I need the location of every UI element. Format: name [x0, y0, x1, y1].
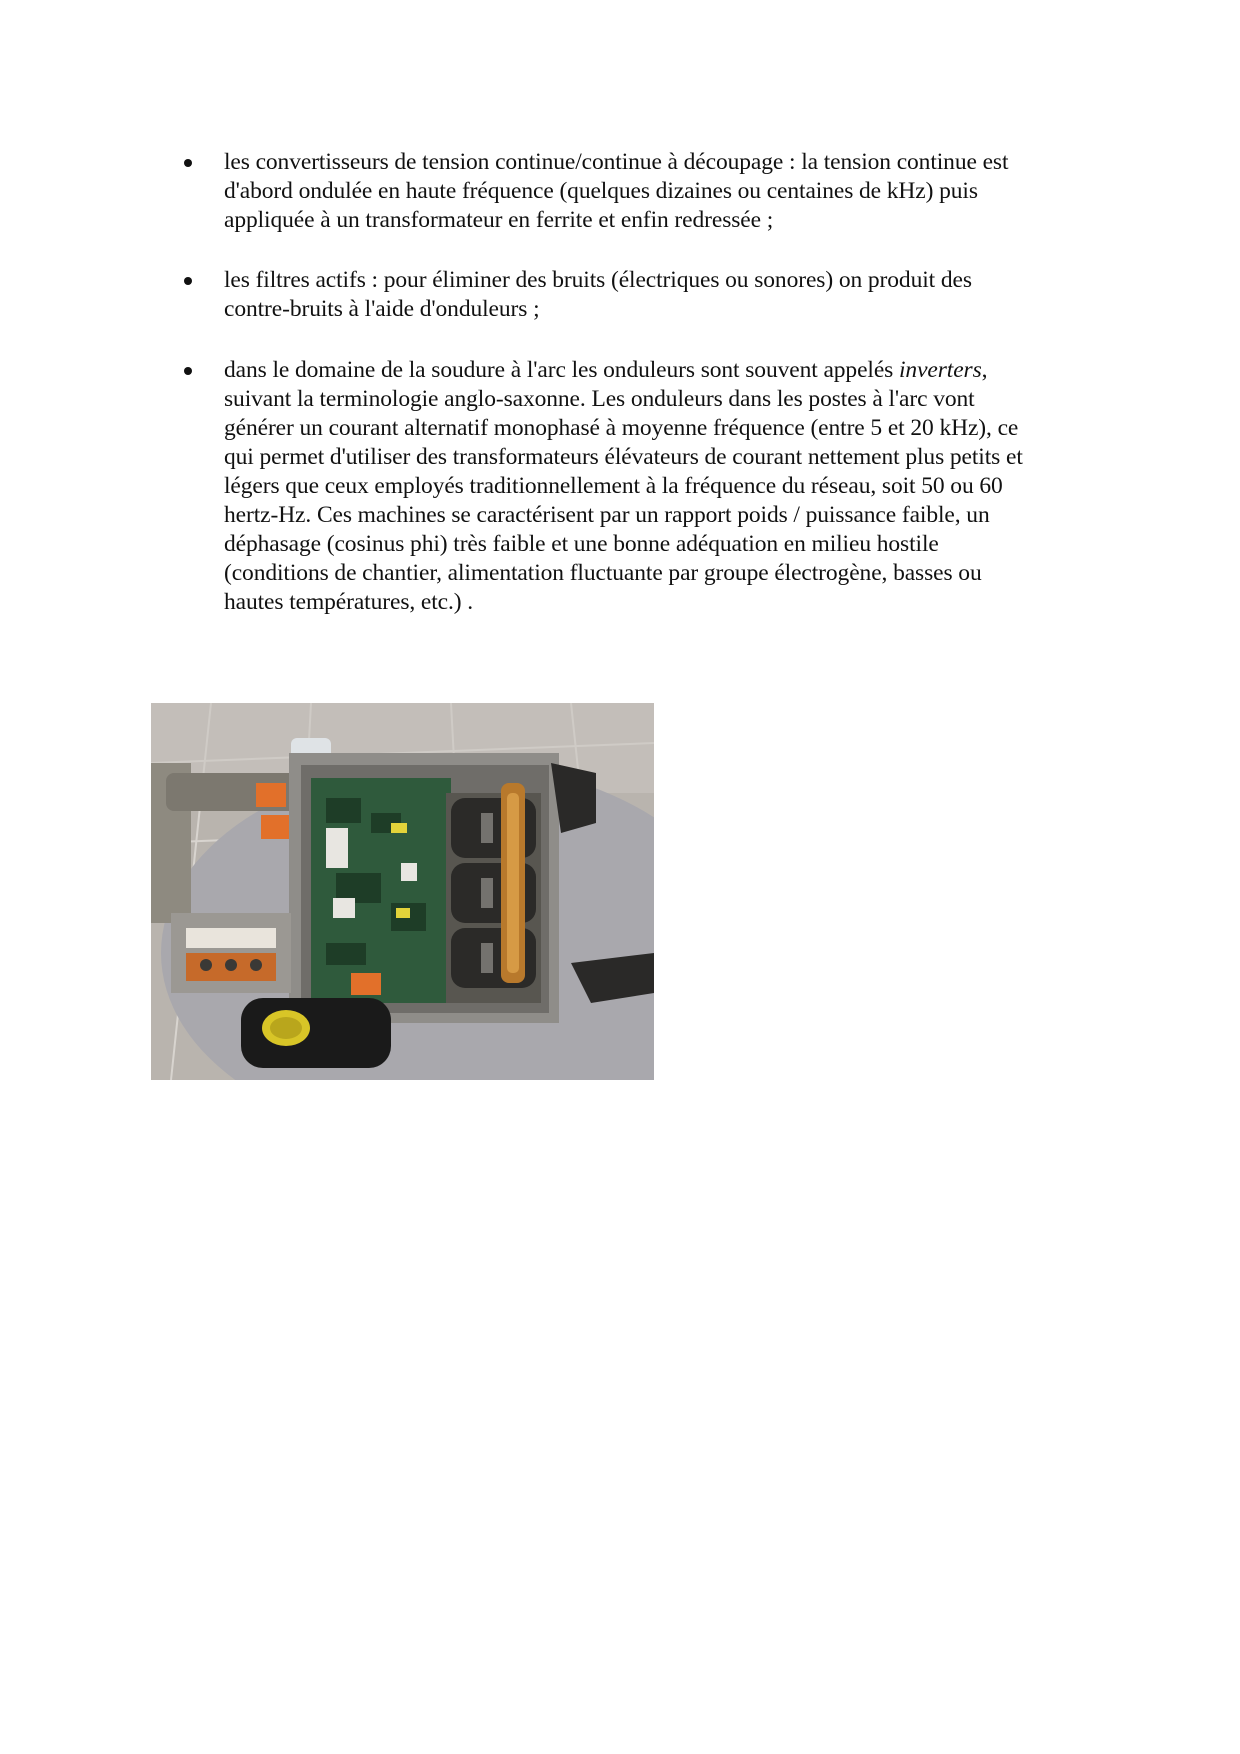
- italic-term: inverters: [898, 357, 982, 383]
- bullet-marker: [184, 159, 192, 167]
- bullet-marker: [184, 367, 192, 375]
- bullet-text: les convertisseurs de tension continue/continue à découpage : la tension continue est d'abord ondulée en haute fréquence (quelques dizaines ou centaines de kHz) puis appliquée à un transformateur en ferrite et enfin redressée ;: [224, 149, 1009, 233]
- bullet-text: les filtres actifs : pour éliminer des bruits (électriques ou sonores) on produit des contre-bruits à l'aide d'onduleurs ;: [224, 267, 972, 322]
- bullet-text-rest: , suivant la terminologie anglo-saxonne. Les onduleurs dans les postes à l'arc vont générer un courant alternatif monophasé à moyenne fréquence (entre 5 et 20 kHz), ce qui permet d'utiliser des transformateurs élévateurs de courant nettement plus petits et légers que ceux employés traditionnellement à la fréquence du réseau, soit 50 ou 60 hertz-Hz. Ces machines se caractérisent par un rapport poids / puissance faible, un déphasage (cosinus phi) très faible et une bonne adéquation en milieu hostile (conditions de chantier, alimentation fluctuante par groupe électrogène, basses ou hautes températures, etc.) .: [224, 357, 1023, 615]
- bullet-text: [224, 356, 1104, 617]
- inverter-photo: [151, 703, 654, 1080]
- bullet-text-start: dans le domaine de la soudure à l'arc les onduleurs sont souvent appelés: [224, 357, 899, 383]
- bullet-marker: [184, 277, 192, 285]
